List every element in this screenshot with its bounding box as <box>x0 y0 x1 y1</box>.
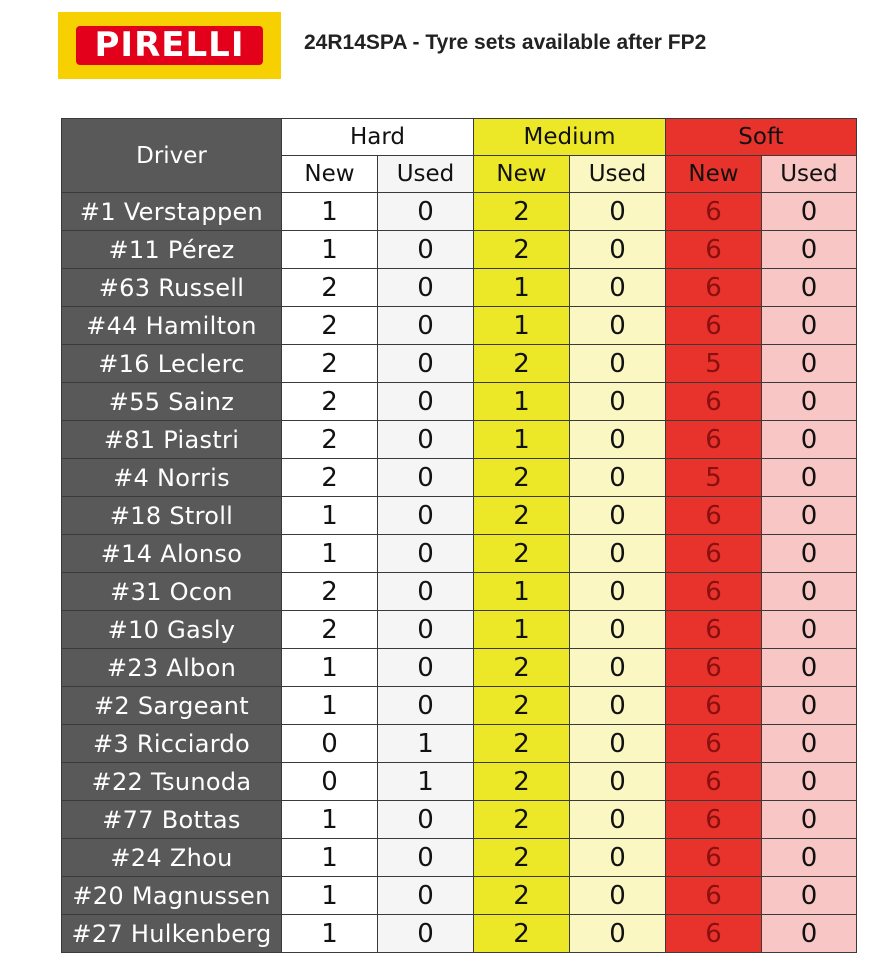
soft-new-cell: 6 <box>666 725 762 763</box>
soft-new-cell: 6 <box>666 877 762 915</box>
driver-name: #22 Tsunoda <box>62 763 282 801</box>
medium-used-cell: 0 <box>570 725 666 763</box>
soft-used-cell: 0 <box>762 649 857 687</box>
medium-new-cell: 1 <box>474 421 570 459</box>
table-row <box>62 725 857 763</box>
table-row <box>62 915 857 953</box>
table-row <box>62 687 857 725</box>
hard-used-cell: 0 <box>378 573 474 611</box>
hard-used-cell: 0 <box>378 649 474 687</box>
hard-new-cell: 1 <box>282 839 378 877</box>
hard-used-cell: 0 <box>378 877 474 915</box>
table-row <box>62 193 857 231</box>
soft-new-cell: 6 <box>666 687 762 725</box>
driver-name: #77 Bottas <box>62 801 282 839</box>
medium-new-cell: 2 <box>474 877 570 915</box>
medium-used-cell: 0 <box>570 611 666 649</box>
hard-used-cell: 0 <box>378 497 474 535</box>
hard-used-cell: 0 <box>378 459 474 497</box>
medium-used-cell: 0 <box>570 801 666 839</box>
hard-used-cell: 0 <box>378 421 474 459</box>
soft-compound-header: Soft <box>666 119 857 156</box>
hard-new-cell: 1 <box>282 687 378 725</box>
hard-new-header: New <box>282 156 378 193</box>
soft-new-cell: 6 <box>666 307 762 345</box>
table-row <box>62 877 857 915</box>
table-row <box>62 649 857 687</box>
driver-name: #44 Hamilton <box>62 307 282 345</box>
medium-new-cell: 1 <box>474 269 570 307</box>
driver-name: #4 Norris <box>62 459 282 497</box>
soft-new-cell: 6 <box>666 915 762 953</box>
driver-name: #2 Sargeant <box>62 687 282 725</box>
medium-new-cell: 1 <box>474 611 570 649</box>
hard-used-cell: 0 <box>378 687 474 725</box>
soft-used-cell: 0 <box>762 801 857 839</box>
driver-name: #3 Ricciardo <box>62 725 282 763</box>
soft-used-cell: 0 <box>762 193 857 231</box>
hard-new-cell: 1 <box>282 801 378 839</box>
hard-used-cell: 0 <box>378 193 474 231</box>
medium-new-cell: 2 <box>474 649 570 687</box>
soft-used-cell: 0 <box>762 915 857 953</box>
driver-name: #14 Alonso <box>62 535 282 573</box>
soft-used-cell: 0 <box>762 345 857 383</box>
medium-used-cell: 0 <box>570 839 666 877</box>
driver-name: #81 Piastri <box>62 421 282 459</box>
medium-new-cell: 1 <box>474 573 570 611</box>
medium-new-cell: 2 <box>474 839 570 877</box>
driver-name: #63 Russell <box>62 269 282 307</box>
table-row <box>62 611 857 649</box>
hard-new-cell: 2 <box>282 573 378 611</box>
driver-name: #10 Gasly <box>62 611 282 649</box>
hard-new-cell: 1 <box>282 915 378 953</box>
hard-used-cell: 0 <box>378 269 474 307</box>
soft-new-cell: 6 <box>666 573 762 611</box>
compound-header-row <box>62 119 857 156</box>
driver-name: #27 Hulkenberg <box>62 915 282 953</box>
medium-new-cell: 2 <box>474 915 570 953</box>
hard-used-cell: 1 <box>378 725 474 763</box>
driver-name: #18 Stroll <box>62 497 282 535</box>
table-row <box>62 573 857 611</box>
medium-used-cell: 0 <box>570 649 666 687</box>
soft-used-cell: 0 <box>762 573 857 611</box>
soft-used-cell: 0 <box>762 459 857 497</box>
medium-new-cell: 1 <box>474 307 570 345</box>
medium-used-cell: 0 <box>570 421 666 459</box>
soft-new-cell: 5 <box>666 345 762 383</box>
table-row <box>62 383 857 421</box>
hard-new-cell: 1 <box>282 649 378 687</box>
medium-new-cell: 2 <box>474 687 570 725</box>
hard-new-cell: 2 <box>282 307 378 345</box>
soft-used-cell: 0 <box>762 421 857 459</box>
soft-used-cell: 0 <box>762 307 857 345</box>
table-row <box>62 421 857 459</box>
hard-used-header: Used <box>378 156 474 193</box>
medium-used-cell: 0 <box>570 915 666 953</box>
soft-new-cell: 6 <box>666 269 762 307</box>
medium-new-cell: 2 <box>474 497 570 535</box>
soft-used-cell: 0 <box>762 611 857 649</box>
soft-used-cell: 0 <box>762 269 857 307</box>
hard-new-cell: 2 <box>282 459 378 497</box>
medium-used-cell: 0 <box>570 345 666 383</box>
soft-new-cell: 6 <box>666 193 762 231</box>
medium-used-cell: 0 <box>570 383 666 421</box>
driver-name: #23 Albon <box>62 649 282 687</box>
table-row <box>62 801 857 839</box>
table-row <box>62 459 857 497</box>
driver-column-header: Driver <box>62 119 282 193</box>
medium-used-cell: 0 <box>570 193 666 231</box>
table-row <box>62 763 857 801</box>
medium-new-header: New <box>474 156 570 193</box>
medium-used-cell: 0 <box>570 459 666 497</box>
soft-used-cell: 0 <box>762 725 857 763</box>
document-title: 24R14SPA - Tyre sets available after FP2 <box>304 31 707 54</box>
table-row <box>62 839 857 877</box>
hard-used-cell: 0 <box>378 535 474 573</box>
driver-name: #1 Verstappen <box>62 193 282 231</box>
hard-new-cell: 1 <box>282 535 378 573</box>
table-row <box>62 231 857 269</box>
soft-new-cell: 6 <box>666 383 762 421</box>
hard-used-cell: 0 <box>378 611 474 649</box>
table-row <box>62 345 857 383</box>
driver-name: #20 Magnussen <box>62 877 282 915</box>
medium-new-cell: 2 <box>474 763 570 801</box>
soft-new-cell: 6 <box>666 421 762 459</box>
soft-new-cell: 6 <box>666 649 762 687</box>
pirelli-logo <box>58 12 281 79</box>
hard-new-cell: 0 <box>282 725 378 763</box>
hard-used-cell: 0 <box>378 231 474 269</box>
medium-new-cell: 2 <box>474 231 570 269</box>
hard-new-cell: 1 <box>282 231 378 269</box>
hard-new-cell: 2 <box>282 269 378 307</box>
medium-new-cell: 1 <box>474 383 570 421</box>
medium-used-cell: 0 <box>570 877 666 915</box>
medium-new-cell: 2 <box>474 801 570 839</box>
medium-used-cell: 0 <box>570 307 666 345</box>
medium-used-cell: 0 <box>570 231 666 269</box>
soft-new-cell: 6 <box>666 611 762 649</box>
soft-new-cell: 6 <box>666 839 762 877</box>
soft-used-header: Used <box>762 156 857 193</box>
soft-new-cell: 5 <box>666 459 762 497</box>
medium-used-cell: 0 <box>570 687 666 725</box>
soft-used-cell: 0 <box>762 497 857 535</box>
soft-used-cell: 0 <box>762 383 857 421</box>
table-row <box>62 535 857 573</box>
pirelli-logo-wordmark: PIRELLI <box>76 26 263 65</box>
hard-new-cell: 2 <box>282 345 378 383</box>
driver-name: #31 Ocon <box>62 573 282 611</box>
medium-new-cell: 2 <box>474 535 570 573</box>
medium-used-cell: 0 <box>570 763 666 801</box>
soft-new-cell: 6 <box>666 497 762 535</box>
hard-new-cell: 1 <box>282 497 378 535</box>
soft-used-cell: 0 <box>762 877 857 915</box>
soft-new-cell: 6 <box>666 801 762 839</box>
medium-used-cell: 0 <box>570 535 666 573</box>
hard-used-cell: 1 <box>378 763 474 801</box>
table-row <box>62 307 857 345</box>
driver-name: #11 Pérez <box>62 231 282 269</box>
hard-used-cell: 0 <box>378 839 474 877</box>
soft-used-cell: 0 <box>762 231 857 269</box>
hard-new-cell: 0 <box>282 763 378 801</box>
medium-new-cell: 2 <box>474 193 570 231</box>
hard-used-cell: 0 <box>378 801 474 839</box>
hard-new-cell: 2 <box>282 421 378 459</box>
medium-new-cell: 2 <box>474 725 570 763</box>
hard-compound-header: Hard <box>282 119 474 156</box>
soft-used-cell: 0 <box>762 839 857 877</box>
medium-used-cell: 0 <box>570 269 666 307</box>
driver-name: #16 Leclerc <box>62 345 282 383</box>
hard-new-cell: 2 <box>282 383 378 421</box>
soft-new-header: New <box>666 156 762 193</box>
medium-compound-header: Medium <box>474 119 666 156</box>
soft-used-cell: 0 <box>762 535 857 573</box>
hard-used-cell: 0 <box>378 915 474 953</box>
hard-used-cell: 0 <box>378 345 474 383</box>
medium-used-cell: 0 <box>570 573 666 611</box>
hard-used-cell: 0 <box>378 383 474 421</box>
driver-name: #55 Sainz <box>62 383 282 421</box>
hard-new-cell: 1 <box>282 877 378 915</box>
medium-new-cell: 2 <box>474 459 570 497</box>
soft-new-cell: 6 <box>666 231 762 269</box>
medium-used-header: Used <box>570 156 666 193</box>
hard-used-cell: 0 <box>378 307 474 345</box>
soft-new-cell: 6 <box>666 535 762 573</box>
soft-new-cell: 6 <box>666 763 762 801</box>
tyre-sets-table <box>61 118 857 953</box>
table-row <box>62 269 857 307</box>
hard-new-cell: 2 <box>282 611 378 649</box>
medium-new-cell: 2 <box>474 345 570 383</box>
soft-used-cell: 0 <box>762 687 857 725</box>
driver-name: #24 Zhou <box>62 839 282 877</box>
medium-used-cell: 0 <box>570 497 666 535</box>
hard-new-cell: 1 <box>282 193 378 231</box>
soft-used-cell: 0 <box>762 763 857 801</box>
table-row <box>62 497 857 535</box>
